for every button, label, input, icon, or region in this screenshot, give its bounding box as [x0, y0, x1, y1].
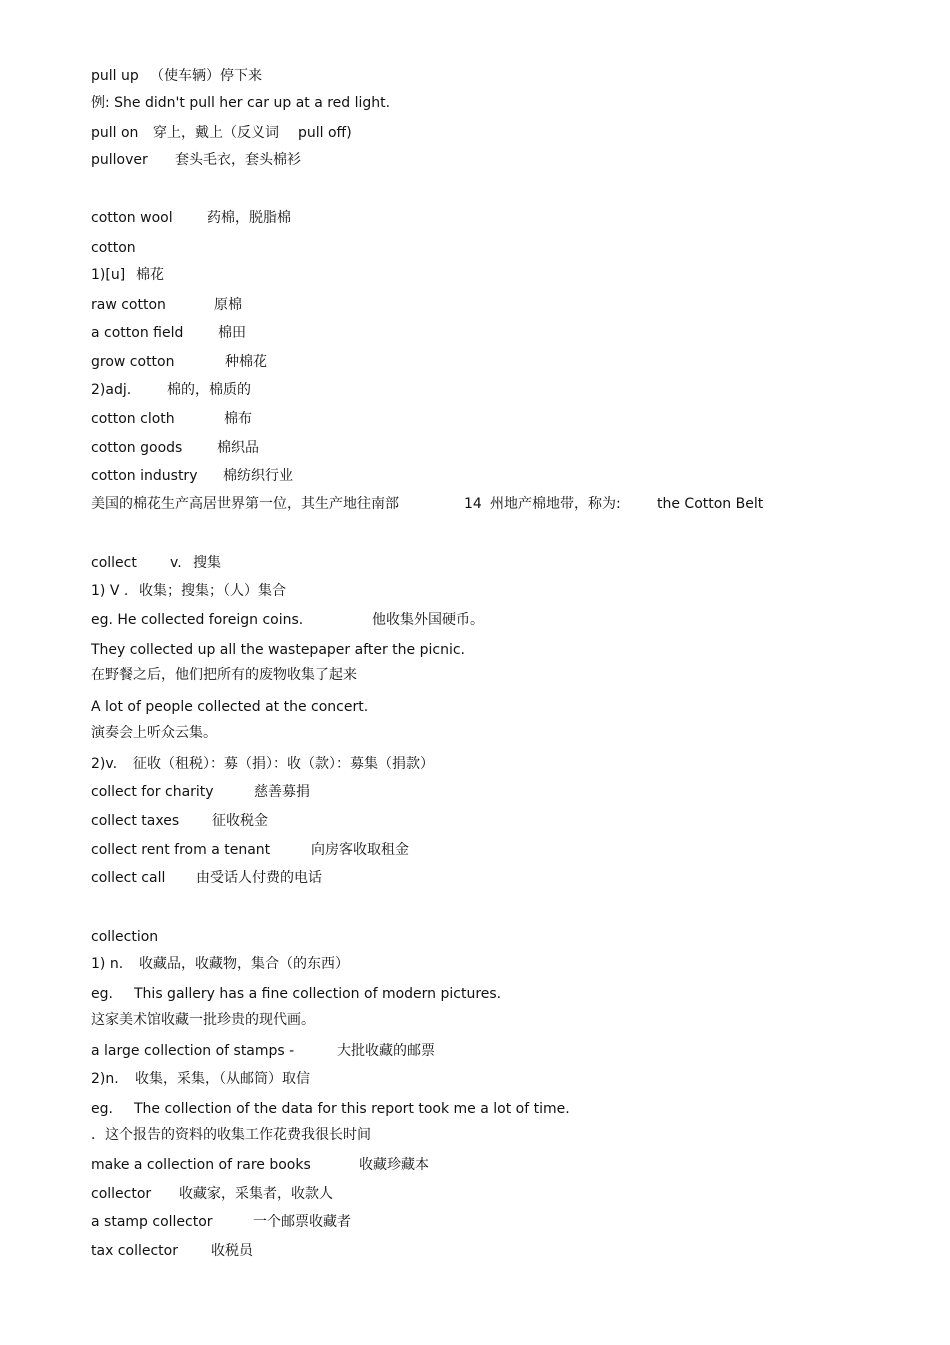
- text-segment: pullover: [91, 152, 148, 168]
- text-segment: 收藏家，采集者，收款人: [179, 1186, 333, 1202]
- text-segment: 向房客收取租金: [311, 842, 409, 858]
- text-segment: collect for charity: [91, 784, 214, 800]
- text-segment: 棉布: [224, 411, 252, 427]
- text-segment: The collection of the data for this report took me a lot of time.: [134, 1101, 570, 1117]
- text-segment: grow cotton: [91, 354, 175, 370]
- text-segment: 一个邮票收藏者: [253, 1214, 351, 1230]
- text-segment: 1) n.: [91, 956, 124, 972]
- text-segment: collector: [91, 1186, 152, 1202]
- text-segment: 收集；搜集；（人）集合: [139, 583, 286, 599]
- text-segment: 在野餐之后，他们把所有的废物收集了起来: [91, 667, 357, 683]
- text-segment: ．这个报告的资料的收集工作花费我很长时间: [91, 1127, 371, 1143]
- text-segment: collect call: [91, 870, 166, 886]
- text-segment: 棉花: [136, 267, 164, 283]
- text-segment: 由受话人付费的电话: [196, 870, 322, 886]
- text-segment: 演奏会上听众云集。: [91, 725, 217, 741]
- text-segment: a stamp collector: [91, 1214, 213, 1230]
- text-segment: 收税员: [211, 1243, 253, 1259]
- text-segment: They collected up all the wastepaper after the picnic.: [91, 642, 465, 658]
- text-segment: collect: [91, 555, 137, 571]
- text-segment: 征收（租税）：募（捐）：收（款）：募集（捐款）: [133, 756, 434, 772]
- text-segment: 原棉: [214, 297, 242, 313]
- text-segment: 州地产棉地带，称为:: [490, 496, 621, 512]
- text-segment: pull off): [298, 125, 352, 141]
- text-segment: pull up: [91, 68, 139, 84]
- text-segment: 大批收藏的邮票: [337, 1043, 435, 1059]
- text-segment: cotton wool: [91, 210, 173, 226]
- text-segment: 1)[u]: [91, 267, 126, 283]
- text-segment: 征收税金: [212, 813, 268, 829]
- text-segment: 美国的棉花生产高居世界第一位，其生产地往南部: [91, 496, 399, 512]
- text-segment: 2)n.: [91, 1071, 119, 1087]
- text-segment: 棉的，棉质的: [167, 382, 251, 398]
- text-segment: eg.: [91, 1101, 113, 1117]
- text-segment: a large collection of stamps -: [91, 1043, 295, 1059]
- text-segment: 种棉花: [225, 354, 267, 370]
- text-segment: 棉田: [218, 325, 246, 341]
- text-segment: 收集，采集，（从邮筒）取信: [135, 1071, 310, 1087]
- text-segment: 套头毛衣，套头棉衫: [175, 152, 301, 168]
- text-segment: the Cotton Belt: [657, 496, 764, 512]
- text-segment: 棉纺织行业: [223, 468, 293, 484]
- text-segment: collection: [91, 929, 159, 945]
- text-segment: 药棉，脱脂棉: [207, 210, 291, 226]
- text-segment: 他收集外国硬币。: [372, 612, 484, 628]
- text-segment: make a collection of rare books: [91, 1157, 311, 1173]
- text-segment: 收藏品，收藏物，集合（的东西）: [139, 956, 349, 972]
- text-segment: raw cotton: [91, 297, 166, 313]
- text-segment: （使车辆）停下来: [150, 68, 262, 84]
- text-segment: eg. He collected foreign coins.: [91, 612, 304, 628]
- text-segment: A lot of people collected at the concert.: [91, 699, 369, 715]
- text-segment: 搜集: [193, 555, 221, 571]
- text-segment: cotton: [91, 240, 136, 256]
- text-segment: 棉织品: [217, 440, 259, 456]
- text-segment: pull on: [91, 125, 139, 141]
- text-segment: 这家美术馆收藏一批珍贵的现代画。: [91, 1012, 315, 1028]
- text-segment: 1) V .: [91, 583, 129, 599]
- text-segment: cotton goods: [91, 440, 183, 456]
- text-segment: collect taxes: [91, 813, 180, 829]
- text-segment: 2)v.: [91, 756, 118, 772]
- text-segment: eg.: [91, 986, 113, 1002]
- text-segment: cotton industry: [91, 468, 198, 484]
- text-segment: 例: She didn't pull her car up at a red light.: [91, 95, 391, 111]
- text-segment: a cotton field: [91, 325, 184, 341]
- text-segment: v.: [170, 555, 182, 571]
- text-segment: cotton cloth: [91, 411, 175, 427]
- text-segment: collect rent from a tenant: [91, 842, 271, 858]
- text-segment: 穿上，戴上（反义词: [153, 125, 279, 141]
- text-segment: 慈善募捐: [254, 784, 310, 800]
- text-segment: 14: [464, 496, 482, 512]
- text-segment: 2)adj.: [91, 382, 132, 398]
- text-segment: tax collector: [91, 1243, 178, 1259]
- text-segment: 收藏珍藏本: [359, 1157, 429, 1173]
- text-segment: This gallery has a fine collection of modern pictures.: [134, 986, 502, 1002]
